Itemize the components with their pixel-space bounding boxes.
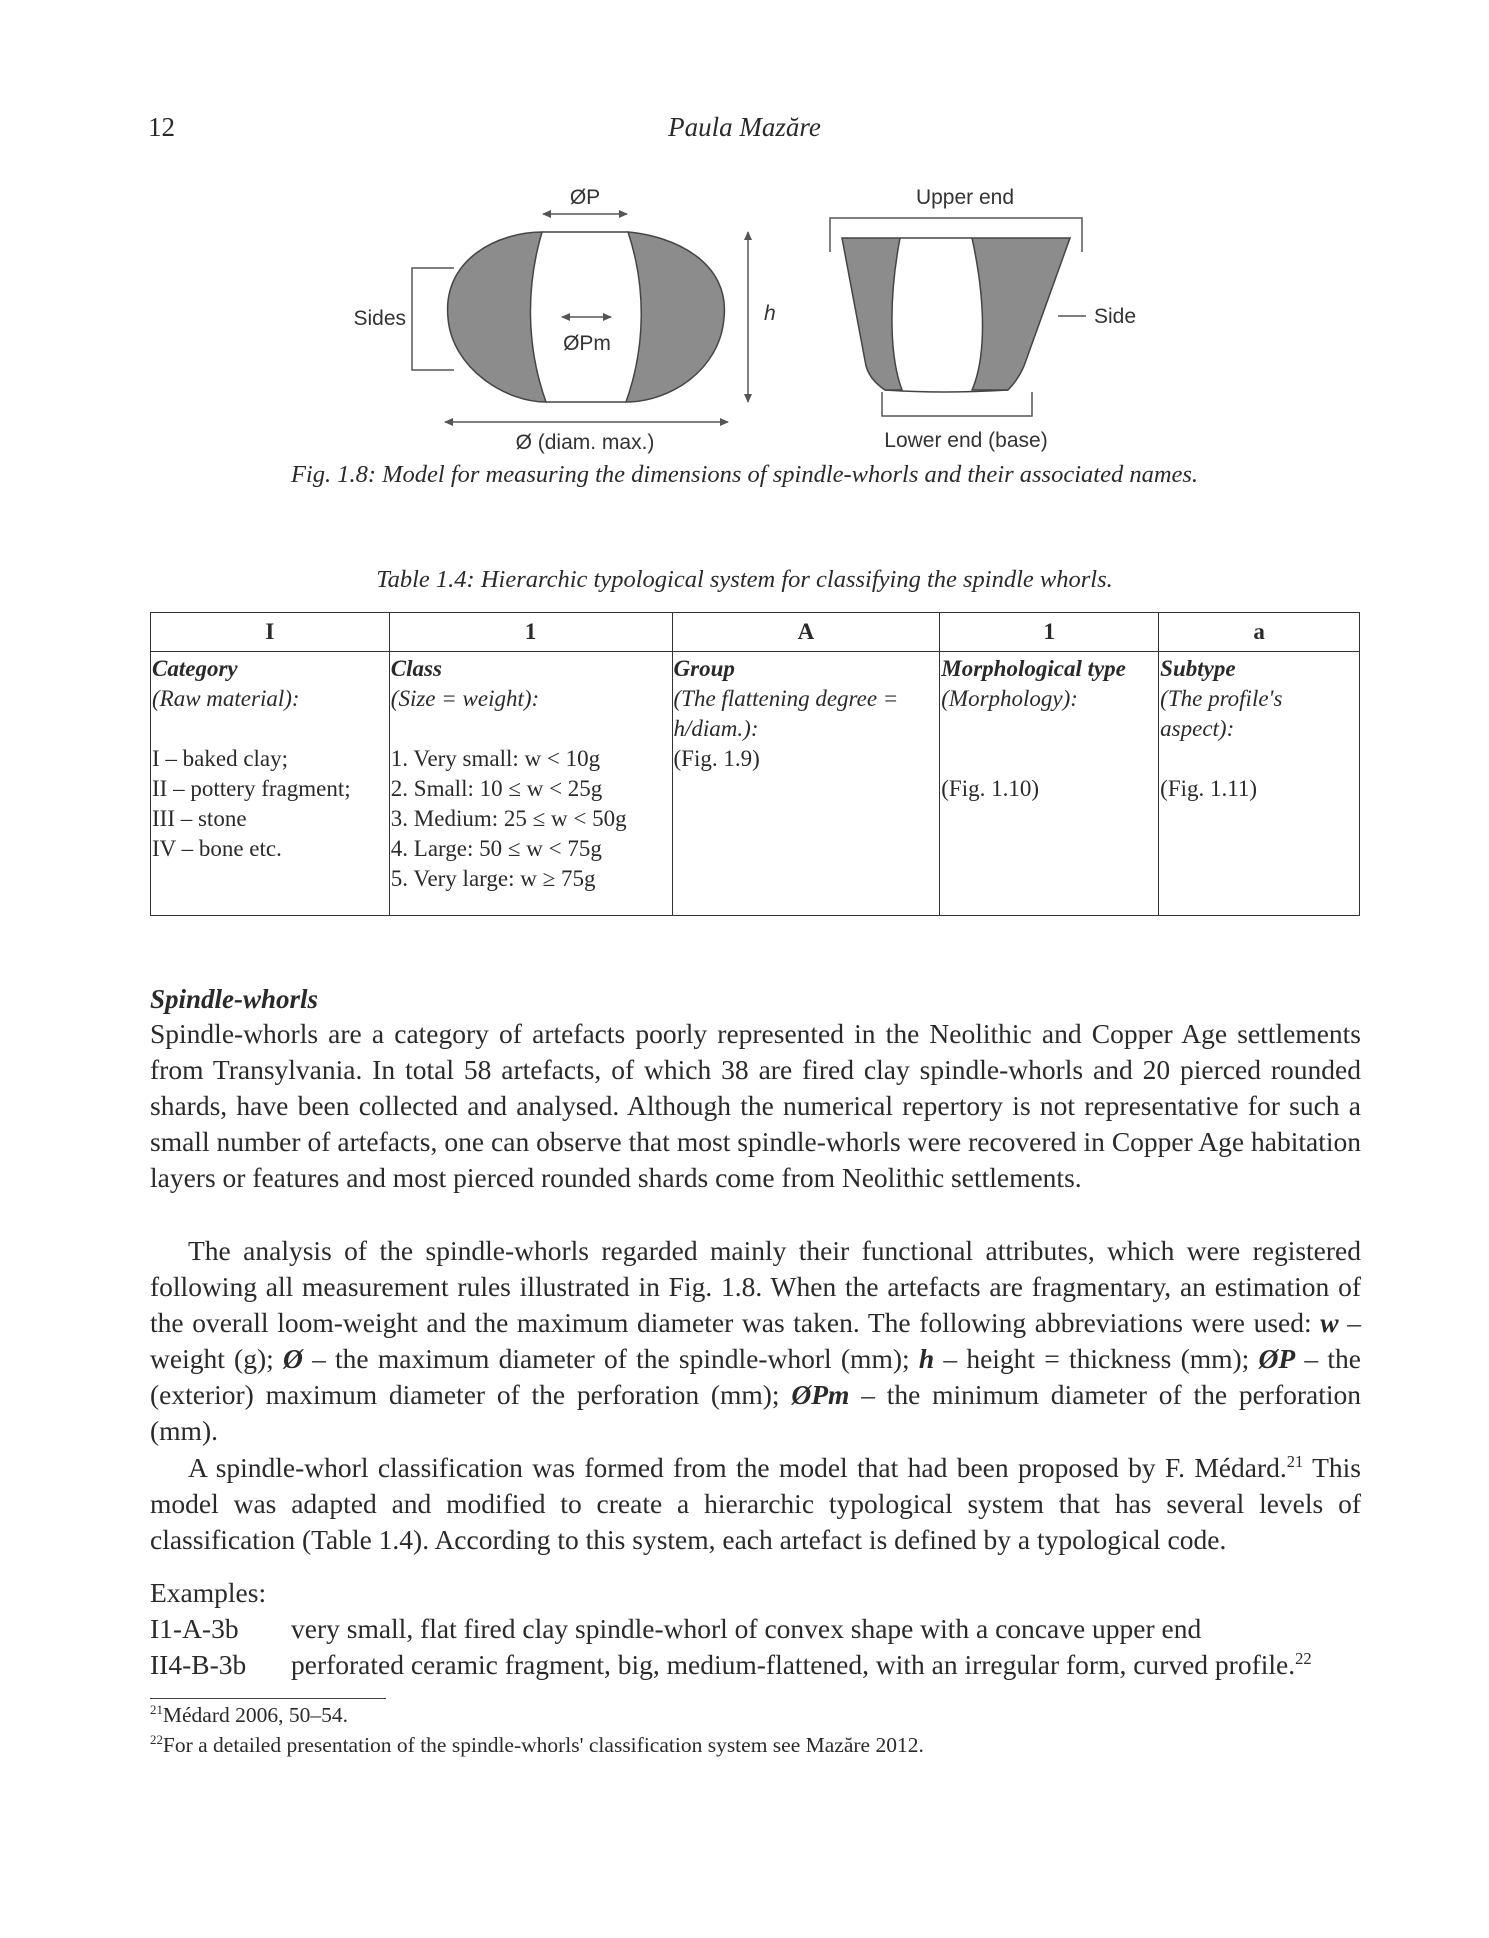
footnote-22: $^{22}$For a detailed presentation of the spindle-whorls' classification system see Mazăre 2012.	[150, 1732, 924, 1757]
cell-subtype: Subtype (The profile's aspect): (Fig. 1.11)	[1159, 652, 1360, 916]
spindle-whorl-diagram	[330, 180, 1170, 460]
diam-label: Ø (diam. max.)	[515, 431, 655, 454]
list-item: 1. Very small: w < 10g	[390, 746, 601, 771]
header-group-code: A	[672, 613, 940, 652]
list-item: III – stone	[152, 806, 247, 831]
op-label: ØP	[569, 186, 601, 209]
lower-end-label: Lower end (base)	[884, 429, 1048, 452]
example-description: perforated ceramic fragment, big, medium-flattened, with an irregular form, curved profile.$^{22}$	[291, 1648, 1312, 1680]
example-code: II4-B-3b	[150, 1649, 247, 1680]
cell-morphological-type: Morphological type (Morphology): (Fig. 1.10)	[940, 652, 1159, 916]
list-item: 2. Small: 10 ≤ w < 25g	[390, 776, 603, 801]
table-body-row	[151, 652, 1360, 916]
footnote-divider	[150, 1698, 386, 1699]
sides-label: Sides	[353, 307, 406, 330]
list-item: 3. Medium: 25 ≤ w < 50g	[390, 806, 627, 831]
h-label: h	[764, 302, 776, 325]
table-caption: Table 1.4: Hierarchic typological system for classifying the spindle whorls.	[376, 566, 1113, 593]
trapezoid-left-half	[842, 238, 902, 390]
footnote-ref-21[interactable]: 21	[1286, 1451, 1304, 1471]
examples-label: Examples:	[150, 1577, 267, 1608]
whorl-right-half	[626, 232, 724, 402]
section-heading: Spindle-whorls	[150, 984, 319, 1014]
header-type-code: 1	[940, 613, 1159, 652]
footnote-ref-22[interactable]: 22	[1295, 1648, 1312, 1668]
page-number: 12	[148, 112, 175, 142]
cell-class: Class (Size = weight): 1. Very small: w < 10g 2. Small: 10 ≤ w < 25g 3. Medium: 25 ≤ w < 50g 4. Large: 50 ≤ w < 75g 5. Very large: w ≥ 75g	[389, 652, 672, 916]
lower-end-bracket	[882, 392, 1032, 416]
list-item: I – baked clay;	[152, 746, 289, 771]
paragraph-3: A spindle-whorl classification was formed from the model that had been proposed by F. Médard.$^{21}$ This model was adapted and modified to create a hierarchic typological system that has several levels of classification (Table 1.4). According to this system, each artefact is defined by a typological code.	[150, 1451, 1361, 1556]
header-category-code: I	[151, 613, 390, 652]
opm-label: ØPm	[563, 332, 611, 355]
running-head-author: Paula Mazăre	[668, 112, 821, 142]
example-description: very small, flat fired clay spindle-whorl of convex shape with a concave upper end	[291, 1613, 1202, 1644]
trapezoid-right-half	[972, 238, 1070, 390]
paragraph-2: The analysis of the spindle-whorls regarded mainly their functional attributes, which were registered following all measurement rules illustrated in Fig. 1.8. When the artefacts are fragmentary, an estimation of the overall loom-weight and the maximum diameter was taken. The following abbreviations were used: w – weight (g); Ø – the maximum diameter of the spindle-whorl (mm); h – height = thickness (mm); ØP – the (exterior) maximum diameter of the perforation (mm); ØPm – the minimum diameter of the perforation (mm).	[150, 1235, 1362, 1447]
side-label: Side	[1094, 305, 1137, 328]
header-subtype-code: a	[1159, 613, 1360, 652]
list-item: IV – bone etc.	[152, 836, 282, 861]
figure-caption: Fig. 1.8: Model for measuring the dimensions of spindle-whorls and their associated names.	[290, 461, 1199, 488]
header-class-code: 1	[389, 613, 672, 652]
table-header-row	[151, 613, 1360, 652]
list-item: 4. Large: 50 ≤ w < 75g	[390, 836, 602, 861]
example-code: I1-A-3b	[150, 1613, 239, 1644]
typology-table	[150, 612, 1360, 916]
cell-category: Category (Raw material): I – baked clay; II – pottery fragment; III – stone IV – bone etc.	[151, 652, 390, 916]
upper-end-label: Upper end	[915, 186, 1015, 209]
footnote-21: $^{21}$Médard 2006, 50–54.	[150, 1702, 349, 1727]
list-item: II – pottery fragment;	[152, 776, 351, 801]
cell-group: Group (The flattening degree = h/diam.): (Fig. 1.9)	[672, 652, 940, 916]
whorl-left-half	[448, 232, 546, 402]
paragraph-1: Spindle-whorls are a category of artefacts poorly represented in the Neolithic and Copper Age settlements from Transylvania. In total 58 artefacts, of which 38 are fired clay spindle-whorls and 20 pierced rounded shards, have been collected and analysed. Although the numerical repertory is not representative for such a small number of artefacts, one can observe that most spindle-whorls were recovered in Copper Age habitation layers or features and most pierced rounded shards come from Neolithic settlements.	[150, 1018, 1361, 1194]
list-item: 5. Very large: w ≥ 75g	[390, 866, 596, 891]
